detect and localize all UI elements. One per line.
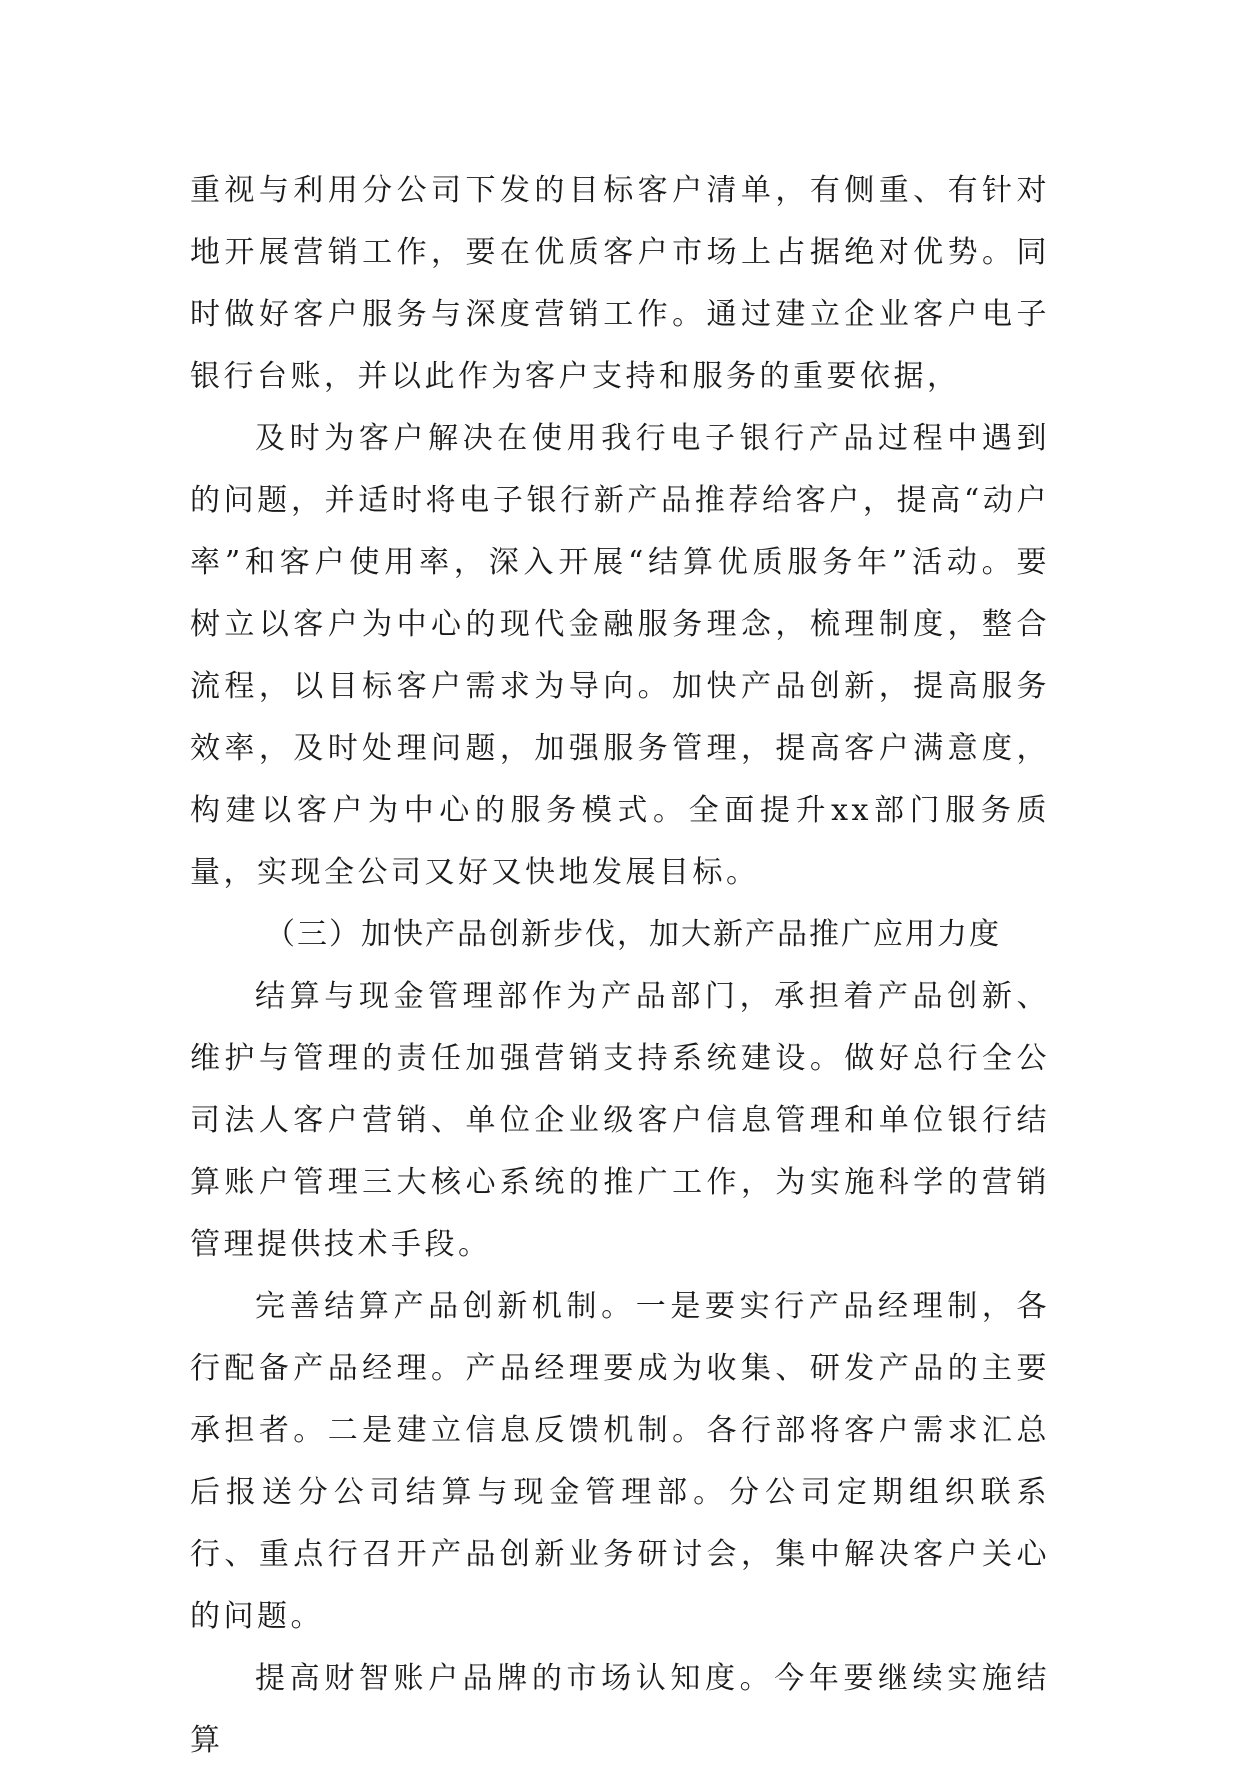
paragraph-continuation: 重视与利用分公司下发的目标客户清单，有侧重、有针对地开展营销工作，要在优质客户市场上占据绝对优势。同时做好客户服务与深度营销工作。通过建立企业客户电子银行台账，并以此作为客户支持和服务的重要依据，	[190, 173, 1050, 394]
section-heading: （三）加快产品创新步伐，加大新产品推广应用力度	[265, 917, 1001, 952]
paragraph-body: 完善结算产品创新机制。一是要实行产品经理制，各行配备产品经理。产品经理要成为收集、研发产品的主要承担者。二是建立信息反馈机制。各行部将客户需求汇总后报送分公司结算与现金管理部。分公司定期组织联系行、重点行召开产品创新业务研讨会，集中解决客户关心的问题。	[190, 1289, 1050, 1634]
paragraph-body: 提高财智账户品牌的市场认知度。今年要继续实施结算	[190, 1661, 1050, 1758]
paragraph-body: 结算与现金管理部作为产品部门，承担着产品创新、维护与管理的责任加强营销支持系统建设。做好总行全公司法人客户营销、单位企业级客户信息管理和单位银行结算账户管理三大核心系统的推广工作，为实施科学的营销管理提供技术手段。	[190, 979, 1050, 1262]
document-body	[190, 160, 1050, 1772]
paragraph-body: 及时为客户解决在使用我行电子银行产品过程中遇到的问题，并适时将电子银行新产品推荐给客户，提高“动户率”和客户使用率，深入开展“结算优质服务年”活动。要树立以客户为中心的现代金融服务理念，梳理制度，整合流程，以目标客户需求为导向。加快产品创新，提高服务效率，及时处理问题，加强服务管理，提高客户满意度，构建以客户为中心的服务模式。全面提升xx部门服务质量，实现全公司又好又快地发展目标。	[190, 421, 1050, 890]
